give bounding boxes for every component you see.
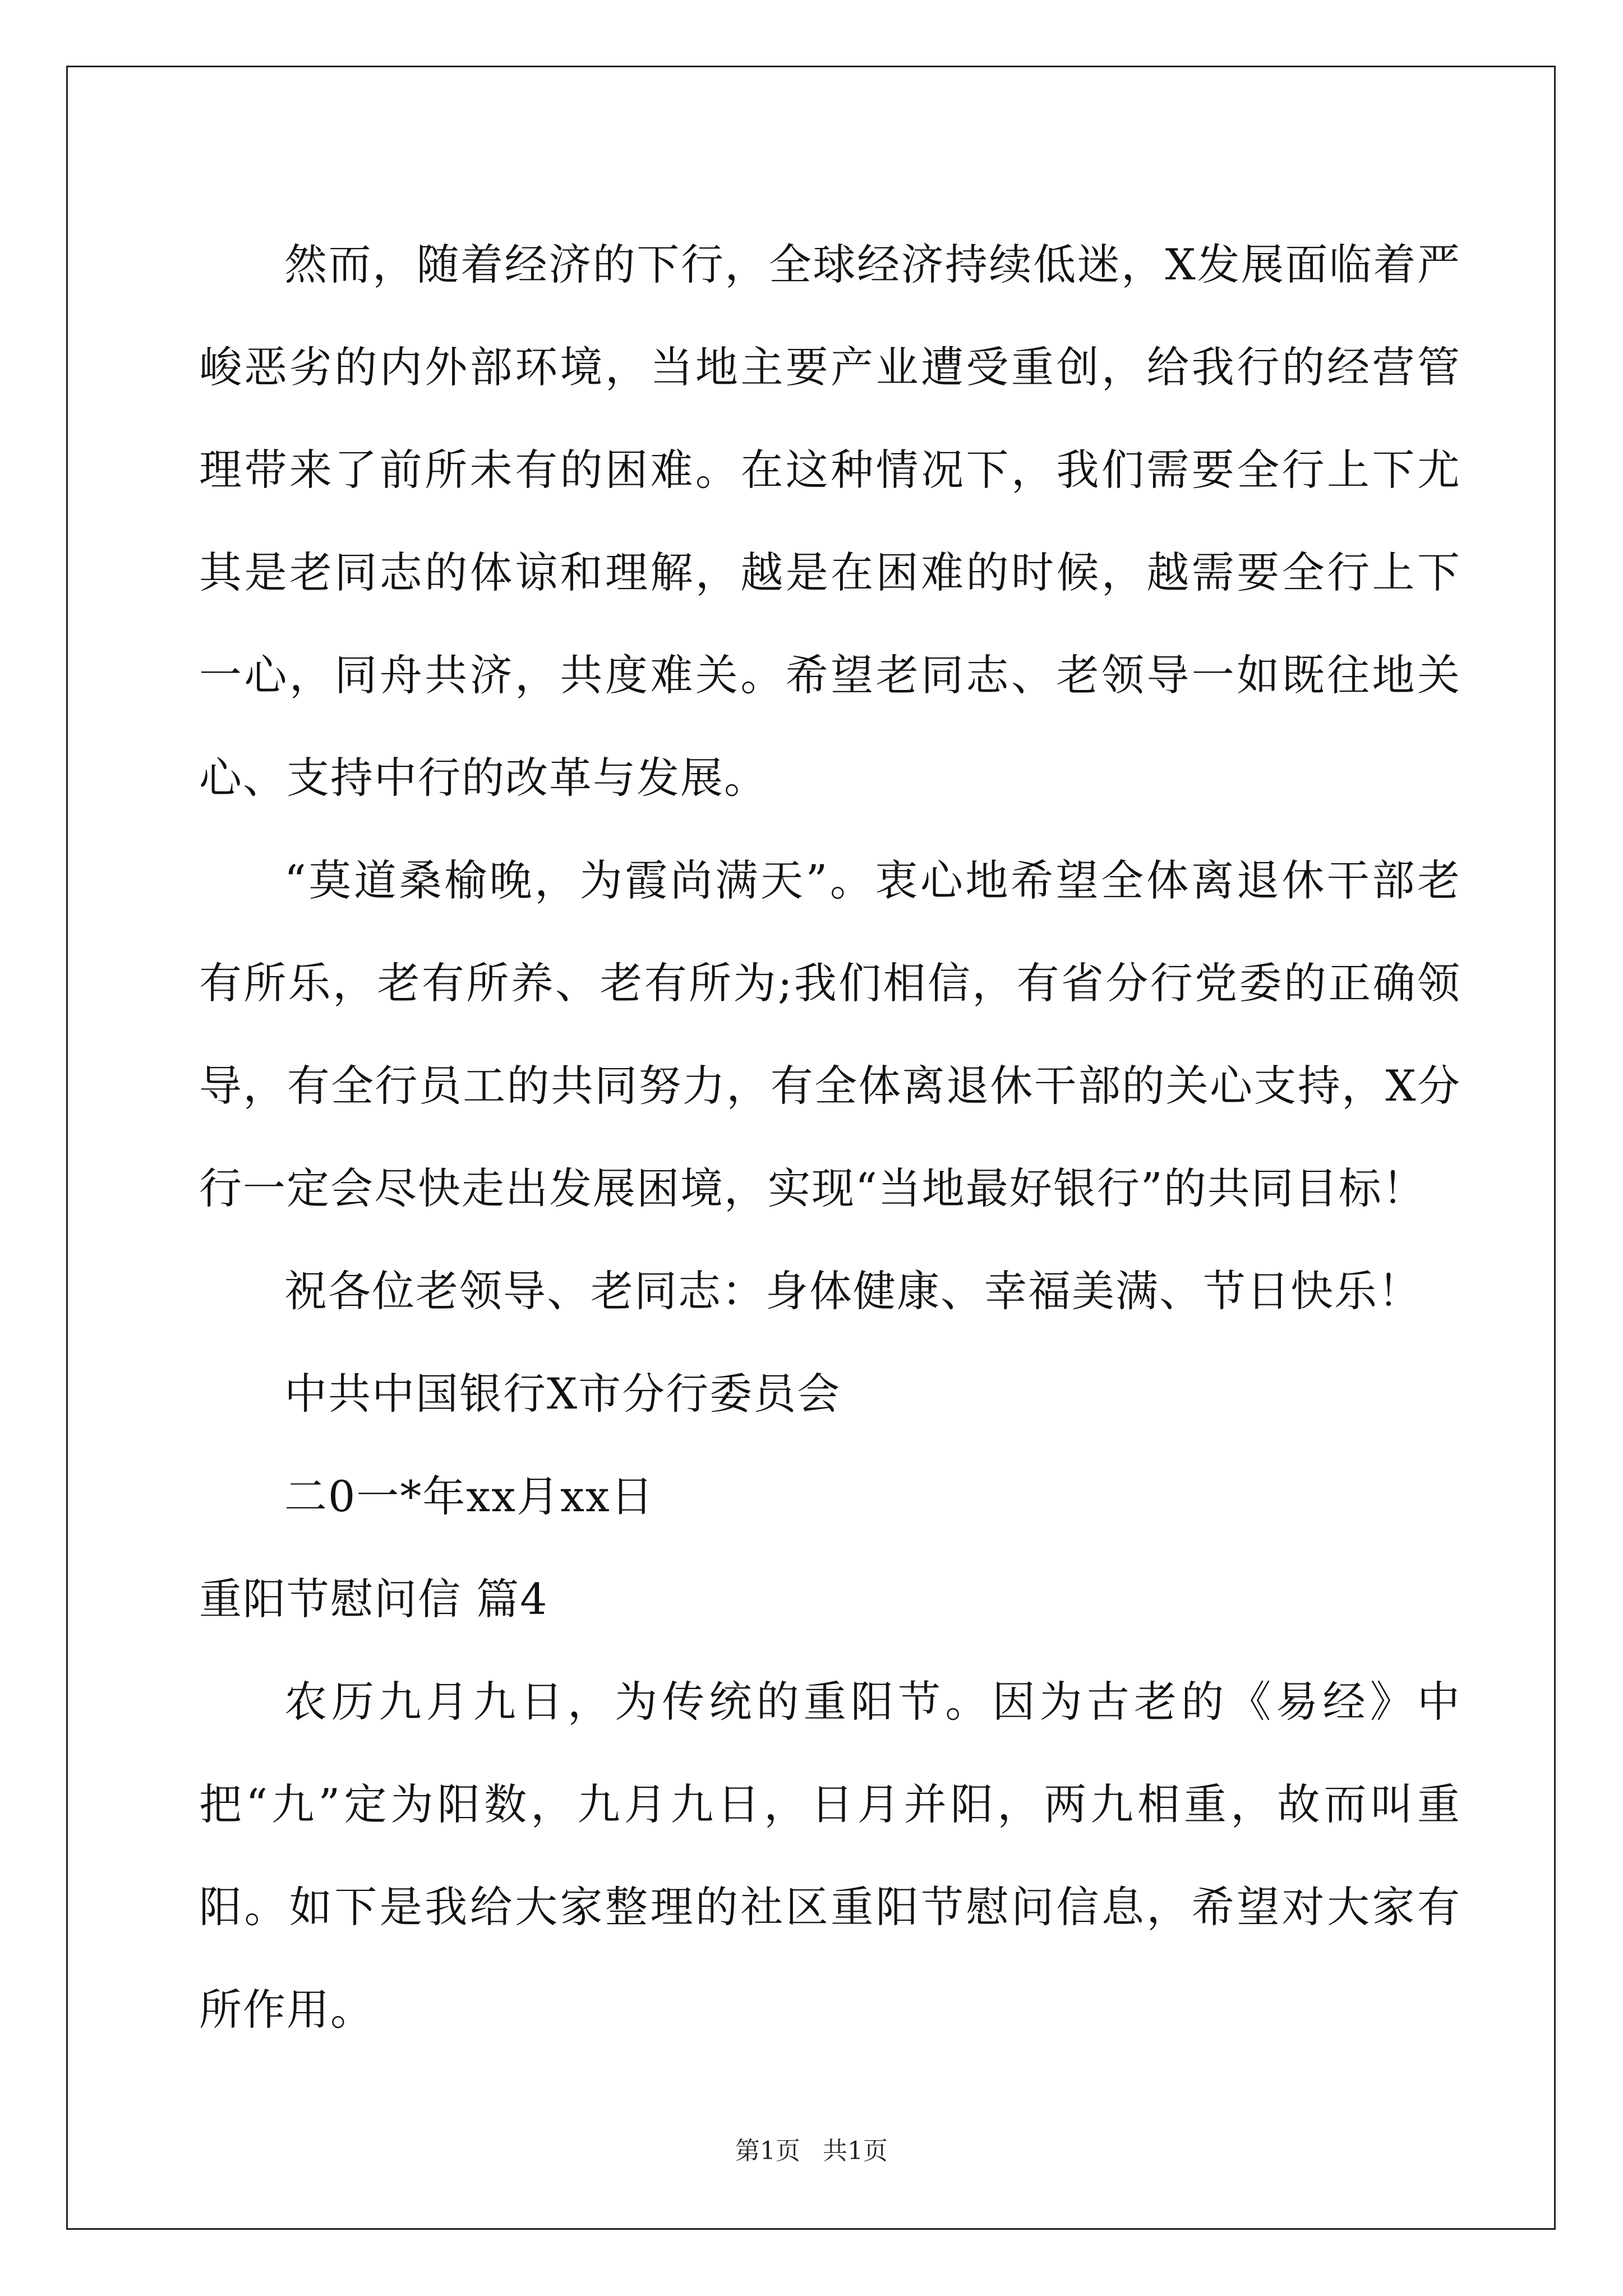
paragraph-2: “莫道桑榆晚，为霞尚满天”。衷心地希望全体离退休干部老有所乐，老有所养、老有所为;我们相信，有省分行党委的正确领导，有全行员工的共同努力，有全体离退休干部的关心支持，X分行一定会尽快走出发展困境，实现“当地最好银行”的共同目标！ xyxy=(199,855,1461,1213)
page-footer xyxy=(0,2131,1623,2166)
paragraph-1: 然而，随着经济的下行，全球经济持续低迷，X发展面临着严峻恶劣的内外部环境，当地主要产业遭受重创，给我行的经营管理带来了前所未有的困难。在这种情况下，我们需要全行上下尤其是老同志的体谅和理解，越是在困难的时候，越需要全行上下一心，同舟共济，共度难关。希望老同志、老领导一如既往地关心、支持中行的改革与发展。 xyxy=(199,240,1461,803)
page-number: 第1页 xyxy=(735,2137,800,2165)
signature-date: 二0一*年xx月xx日 xyxy=(284,1471,654,1521)
greeting-line: 祝各位老领导、老同志：身体健康、幸福美满、节日快乐！ xyxy=(284,1266,1422,1316)
section-heading: 重阳节慰问信 篇4 xyxy=(199,1574,548,1624)
paragraph-3: 农历九月九日，为传统的重阳节。因为古老的《易经》中把“九”定为阳数，九月九日，日月并阳，两九相重，故而叫重阳。如下是我给大家整理的社区重阳节慰问信息，希望对大家有所作用。 xyxy=(199,1677,1461,2035)
signature-organization: 中共中国银行X市分行委员会 xyxy=(284,1369,841,1419)
document-body xyxy=(199,213,1461,2061)
page-total: 共1页 xyxy=(823,2137,888,2165)
